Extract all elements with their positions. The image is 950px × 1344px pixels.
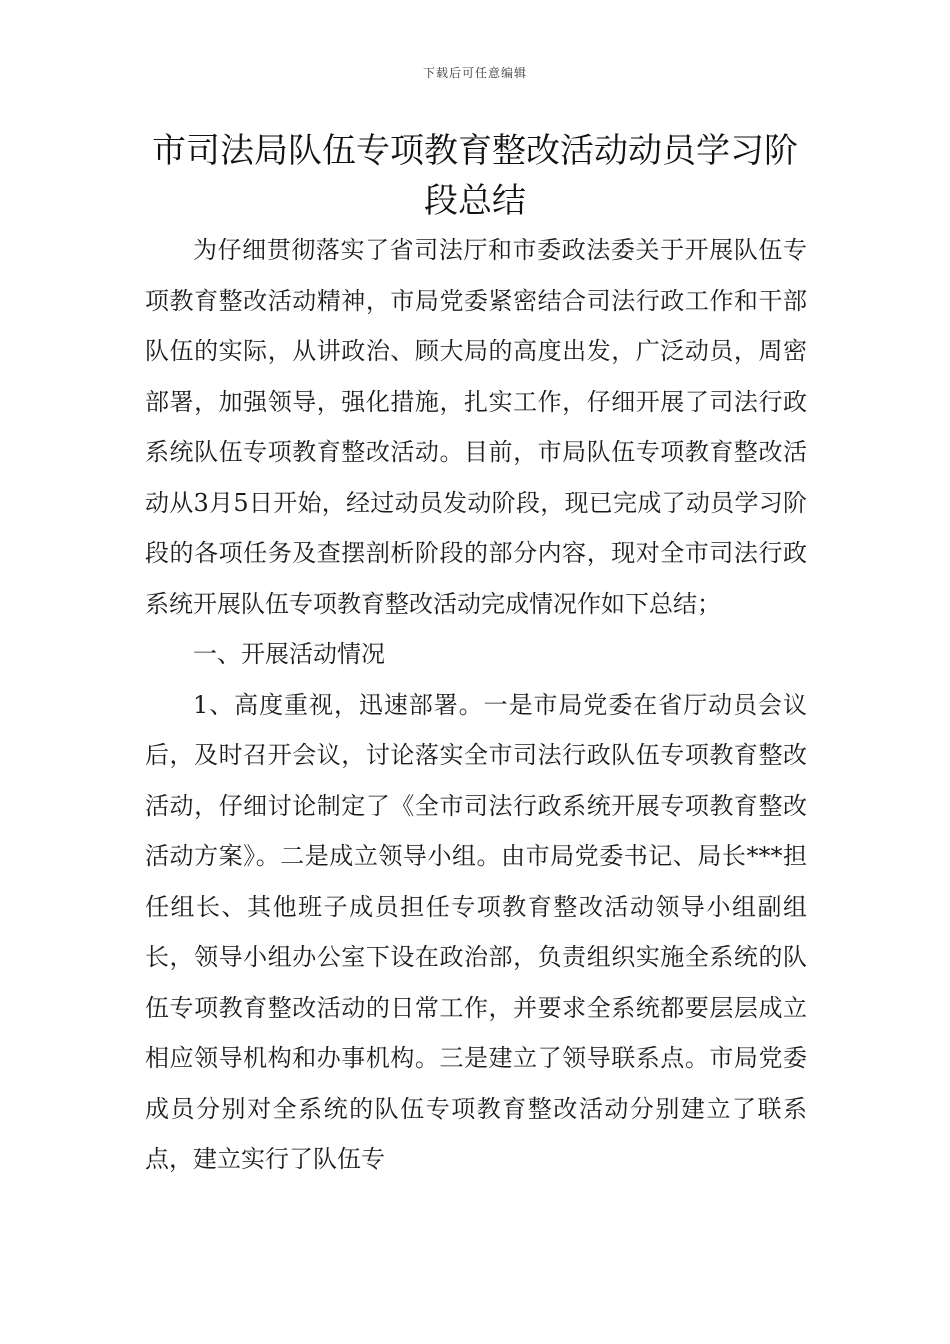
header-note: 下载后可任意编辑: [422, 66, 527, 80]
paragraph-section-1: 1、高度重视，迅速部署。一是市局党委在省厅动员会议后，及时召开会议，讨论落实全市司法行政队伍专项教育整改活动，仔细讨论制定了《全市司法行政系统开展专项教育整改活动方案》。二是成立领导小组。由市局党委书记、局长***担任组长、其他班子成员担任专项教育整改活动领导小组副组长，领导小组办公室下设在政治部，负责组织实施全系统的队伍专项教育整改活动的日常工作，并要求全系统都要层层成立相应领导机构和办事机构。三是建立了领导联系点。市局党委成员分别对全系统的队伍专项教育整改活动分别建立了联系点，建立实行了队伍专: [145, 690, 807, 1173]
document-title: 市司法局队伍专项教育整改活动动员学习阶段总结: [152, 131, 798, 221]
paragraph-intro: 为仔细贯彻落实了省司法厅和市委政法委关于开展队伍专项教育整改活动精神，市局党委紧密结合司法行政工作和干部队伍的实际，从讲政治、顾大局的高度出发，广泛动员，周密部署，加强领导，强化措施，扎实工作，仔细开展了司法行政系统队伍专项教育整改活动。目前，市局队伍专项教育整改活动从3月5日开始，经过动员发动阶段，现已完成了动员学习阶段的各项任务及查摆剖析阶段的部分内容，现对全市司法行政系统开展队伍专项教育整改活动完成情况作如下总结；: [145, 236, 807, 618]
section-heading: 一、开展活动情况: [193, 640, 385, 668]
document-body: [145, 225, 807, 1185]
